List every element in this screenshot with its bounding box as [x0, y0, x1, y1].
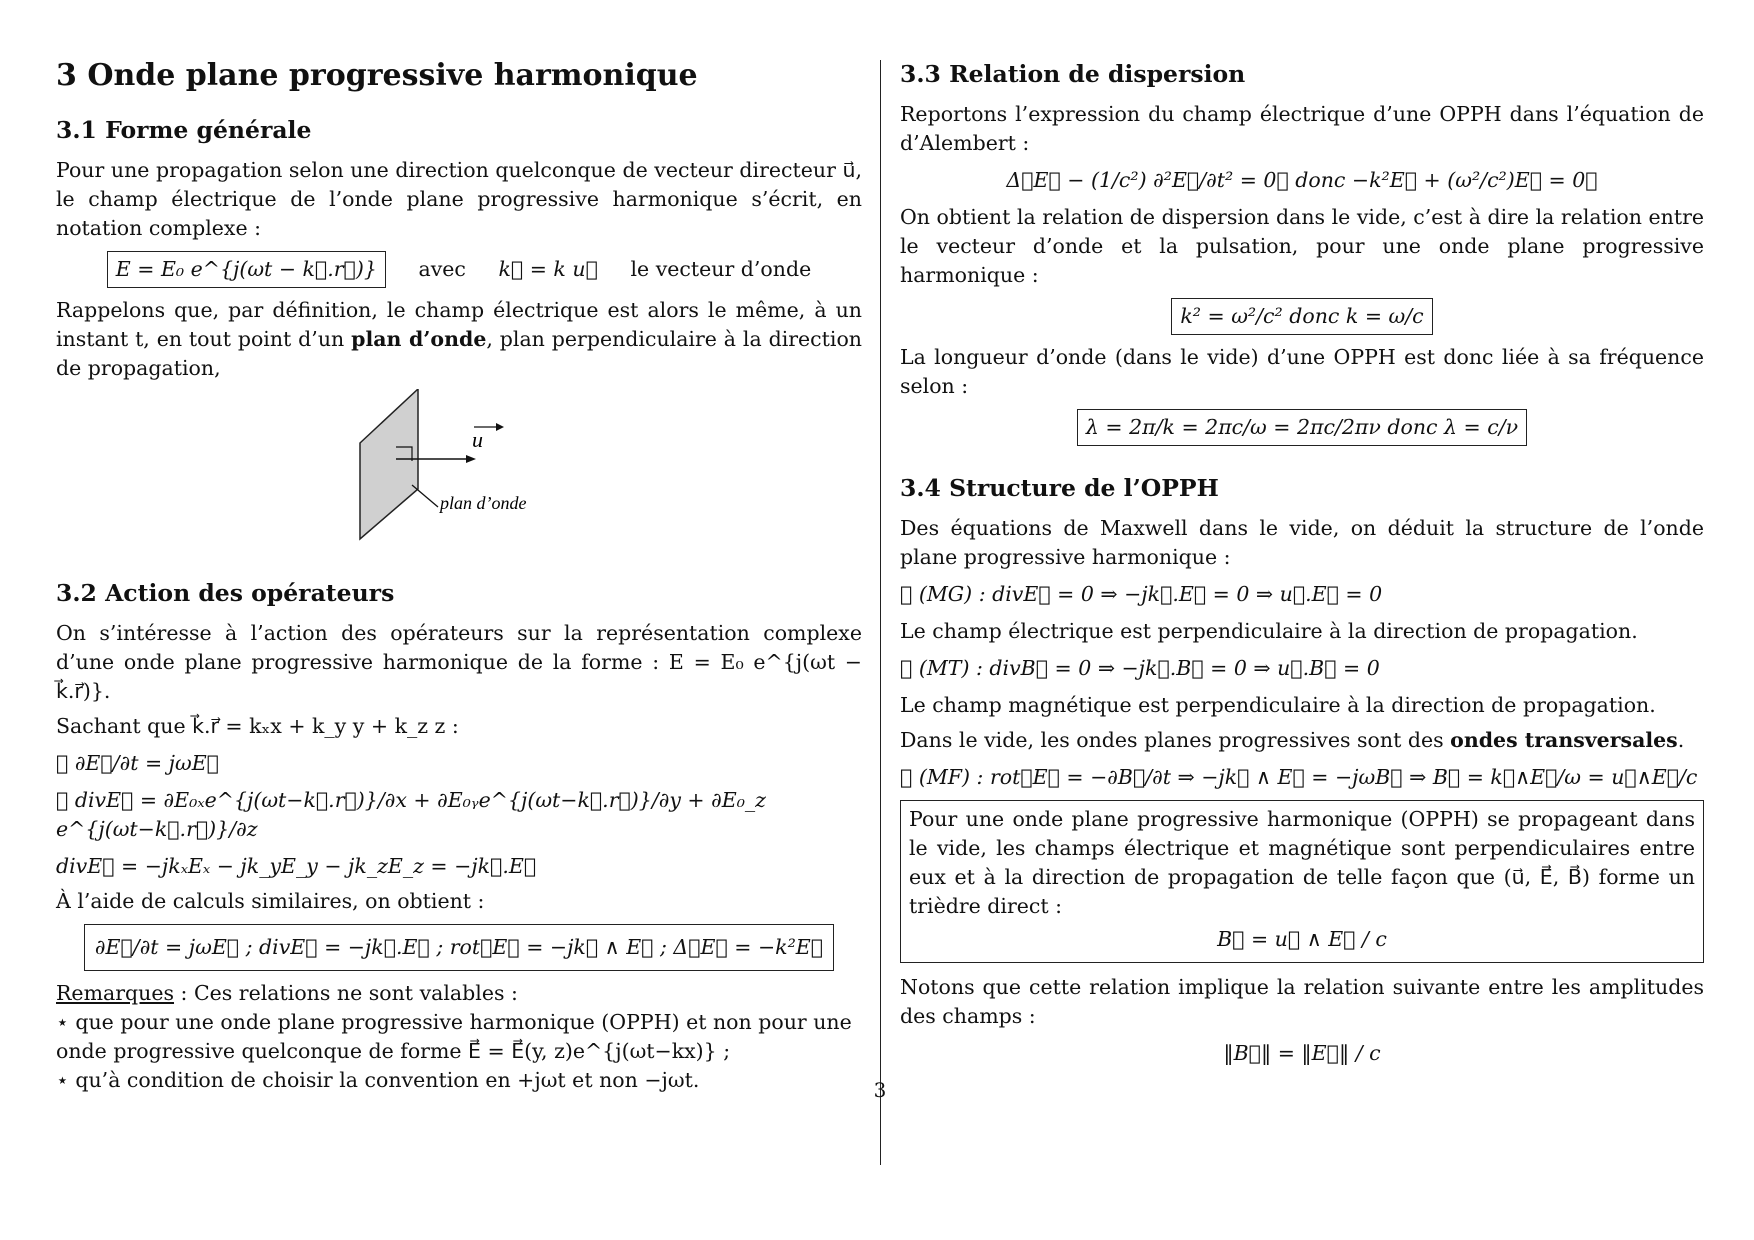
left-column — [56, 56, 862, 1095]
s34-summary-box — [900, 800, 1704, 963]
s33-dispersion-equation — [900, 298, 1704, 335]
s33-paragraph-3: La longueur d’onde (dans le vide) d’une OPPH est donc liée à sa fréquence selon : — [900, 345, 1704, 398]
remark-1: ⋆ que pour une onde plane progressive harmonique (OPPH) et non pour une onde progressive quelconque de forme E⃗ = E⃗(y, z)e^{j(ωt−kx)} ; — [56, 1010, 852, 1063]
right-column — [900, 56, 1704, 1076]
remarks-intro: : Ces relations ne sont valables : — [174, 981, 518, 1005]
s34-mf-equation: ⋆ (MF) : rot⃗E⃗ = −∂B⃗/∂t ⇒ −jk⃗ ∧ E⃗ = −jωB⃗ ⇒ B⃗ = k⃗∧E⃗/ω = u⃗∧E⃗/c — [900, 765, 1698, 789]
s31-wave-vector-label: le vecteur d’onde — [630, 257, 812, 281]
subsection-3-2-title: 3.2 Action des opérateurs — [56, 579, 395, 607]
s34-paragraph-3: Notons que cette relation implique la relation suivante entre les amplitudes des champs : — [900, 975, 1704, 1028]
s34-mt-text: Le champ magnétique est perpendiculaire à la direction de propagation. — [900, 693, 1656, 717]
s32-boxed-operators: ∂E⃗/∂t = jωE⃗ ; divE⃗ = −jk⃗.E⃗ ; rot⃗E⃗ = −jk⃗ ∧ E⃗ ; Δ⃗E⃗ = −k²E⃗ — [84, 924, 834, 971]
s31-boxed-equation: E = E₀ e^{j(ωt − k⃗.r⃗)} — [107, 251, 386, 288]
section-title: 3 Onde plane progressive harmonique — [56, 58, 698, 93]
column-divider — [880, 60, 881, 1165]
s33-paragraph-1: Reportons l’expression du champ électrique d’une OPPH dans l’équation de d’Alembert : — [900, 102, 1704, 155]
s34-mt-equation: ⋆ (MT) : divB⃗ = 0 ⇒ −jk⃗.B⃗ = 0 ⇒ u⃗.B⃗ = 0 — [900, 656, 1380, 680]
s33-dispersion-boxed: k² = ω²/c² donc k = ω/c — [1171, 298, 1432, 335]
s32-paragraph-1: On s’intéresse à l’action des opérateurs sur la représentation complexe d’une onde plane progressive harmonique de la forme : E = E₀ e^{j(ωt − k⃗.r⃗)}. — [56, 621, 862, 703]
plan-label-leader — [412, 485, 438, 507]
remark-2: ⋆ qu’à condition de choisir la convention en +jωt et non −jωt. — [56, 1068, 700, 1092]
subsection-3-3-title: 3.3 Relation de dispersion — [900, 60, 1246, 88]
s33-dalembert-equation: Δ⃗E⃗ − (1/c²) ∂²E⃗/∂t² = 0⃗ donc −k²E⃗ + (ω²/c²)E⃗ = 0⃗ — [1006, 168, 1598, 192]
s34-paragraph-2: Dans le vide, les ondes planes progressives sont des ondes transversales. — [900, 728, 1685, 752]
s32-operators-summary — [56, 924, 862, 971]
s32-star-2: ⋆ divE⃗ = ∂E₀ₓe^{j(ωt−k⃗.r⃗)}/∂x + ∂E₀ᵧe^{j(ωt−k⃗.r⃗)}/∂y + ∂E₀_z e^{j(ωt−k⃗.r⃗)}/∂z — [56, 788, 766, 841]
propagation-arrow-head — [466, 455, 476, 463]
u-vector-arrow-head — [496, 423, 504, 431]
s33-wavelength-equation — [900, 409, 1704, 446]
s31-paragraph-2: Rappelons que, par définition, le champ électrique est alors le même, à un instant t, en tout point d’un plan d’onde, plan perpendiculaire à la direction de propagation, — [56, 298, 862, 380]
s34-amplitude-equation: ‖B⃗‖ = ‖E⃗‖ / c — [1223, 1041, 1381, 1065]
s34-summary-text: Pour une onde plane progressive harmonique (OPPH) se propageant dans le vide, les champs électrique et magnétique sont perpendiculaires entre eux et à la direction de propagation de telle façon que (u⃗, E⃗, B⃗) forme un trièdre direct : — [909, 807, 1695, 918]
s32-paragraph-2: Sachant que k⃗.r⃗ = kₓx + k_y y + k_z z : — [56, 714, 459, 738]
remarks — [56, 979, 862, 1095]
wave-plane-figure — [56, 389, 862, 559]
s31-avec: avec — [418, 257, 466, 281]
s32-star-1: ⋆ ∂E⃗/∂t = jωE⃗ — [56, 751, 219, 775]
ondes-transversales-bold: ondes transversales — [1450, 728, 1678, 752]
plan-d-onde-bold: plan d’onde — [351, 327, 487, 351]
remarks-title: Remarques — [56, 981, 175, 1005]
u-label: u — [472, 427, 483, 452]
s34-summary-equation: B⃗ = u⃗ ∧ E⃗ / c — [1217, 927, 1387, 951]
s34-mg-text: Le champ électrique est perpendiculaire à la direction de propagation. — [900, 619, 1638, 643]
s32-star-2b: divE⃗ = −jkₓEₓ − jk_yE_y − jk_zE_z = −jk⃗.E⃗ — [56, 854, 537, 878]
s31-k-vector: k⃗ = k u⃗ — [498, 257, 598, 281]
page-number: 3 — [873, 1078, 887, 1102]
subsection-3-1-title: 3.1 Forme générale — [56, 116, 312, 144]
plane-shape — [360, 389, 418, 539]
s31-paragraph-1: Pour une propagation selon une direction quelconque de vecteur directeur u⃗, le champ électrique de l’onde plane progressive harmonique s’écrit, en notation complexe : — [56, 158, 862, 240]
plan-d-onde-label: plan d’onde — [440, 493, 527, 513]
s34-paragraph-1: Des équations de Maxwell dans le vide, on déduit la structure de l’onde plane progressive harmonique : — [900, 516, 1704, 569]
s32-paragraph-3: À l’aide de calculs similaires, on obtient : — [56, 889, 485, 913]
wave-plane-diagram — [56, 389, 862, 559]
s33-wavelength-boxed: λ = 2π/k = 2πc/ω = 2πc/2πν donc λ = c/ν — [1077, 409, 1527, 446]
s34-mg-equation: ⋆ (MG) : divE⃗ = 0 ⇒ −jk⃗.E⃗ = 0 ⇒ u⃗.E⃗ = 0 — [900, 582, 1383, 606]
s33-paragraph-2: On obtient la relation de dispersion dans le vide, c’est à dire la relation entre le vecteur d’onde et la pulsation, pour une onde plane progressive harmonique : — [900, 205, 1704, 287]
s31-equation — [56, 251, 862, 288]
subsection-3-4-title: 3.4 Structure de l’OPPH — [900, 474, 1219, 502]
